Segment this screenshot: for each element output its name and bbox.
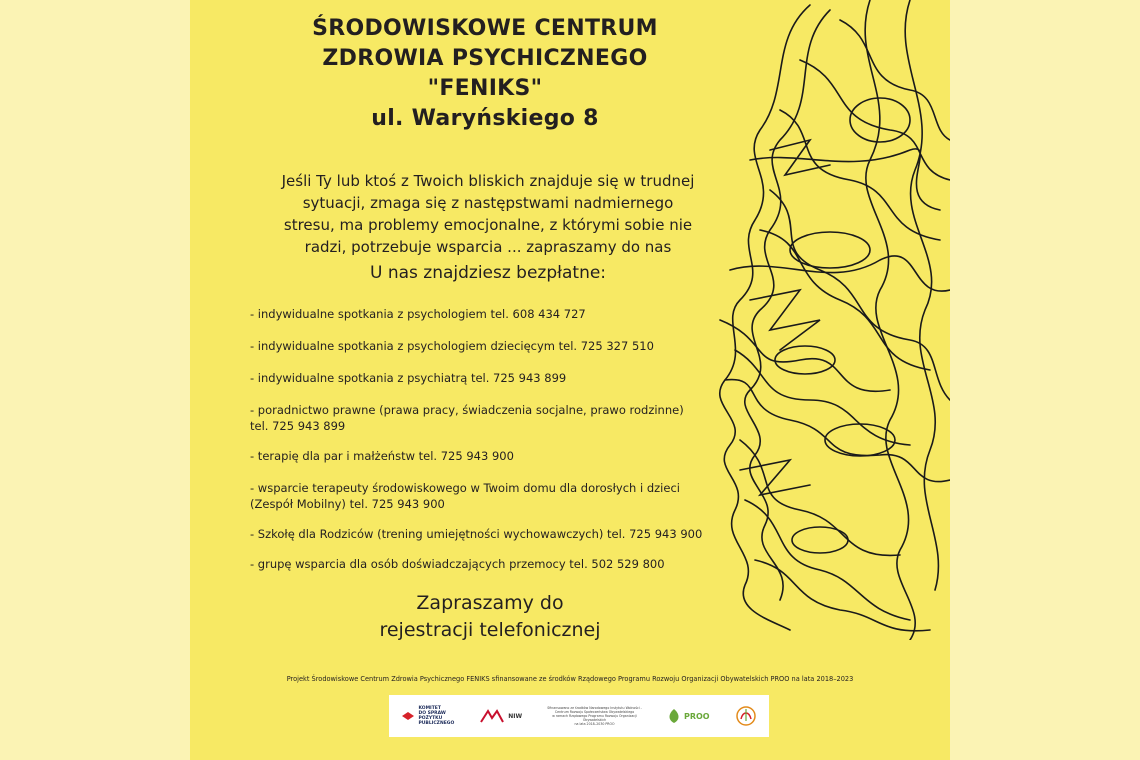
feniks-emblem-icon [735, 705, 757, 727]
logo4-text: PROO [683, 711, 710, 721]
logo-komitet [401, 706, 454, 726]
service-line-2: (Zespół Mobilny) tel. 725 943 900 [250, 497, 445, 511]
logo1-line: POŻYTKU [418, 716, 443, 721]
intro-line-4: radzi, potrzebuje wsparcia ... zapraszamy do nas [304, 238, 672, 256]
title-line-3: "FENIKS" [427, 76, 543, 101]
logo2-text: NIW [508, 712, 523, 720]
service-line: - indywidualne spotkania z psychologiem dziecięcym tel. 725 327 510 [250, 339, 654, 353]
closing-line-1: Zapraszamy do [416, 592, 564, 614]
logo1-line: KOMITET [418, 706, 441, 711]
service-line-2: tel. 725 943 899 [250, 419, 346, 433]
service-line: - grupę wsparcia dla osób doświadczających przemocy tel. 502 529 800 [250, 557, 665, 571]
service-item [250, 526, 730, 542]
services-heading: U nas znajdziesz bezpłatne: [369, 263, 607, 283]
service-line: - indywidualne spotkania z psychologiem tel. 608 434 727 [250, 307, 586, 321]
service-line: - wsparcie terapeuty środowiskowego w Twoim domu dla dorosłych i dzieci [250, 481, 680, 495]
service-item [250, 448, 730, 464]
intro-paragraph [238, 170, 738, 258]
leaf-icon [667, 708, 681, 724]
title-line-2: ZDROWIA PSYCHICZNEGO [322, 46, 648, 71]
service-line: - Szkołę dla Rodziców (trening umiejętności wychowawczych) tel. 725 943 900 [250, 527, 703, 541]
logo-proo [667, 708, 710, 724]
service-line: - poradnictwo prawne (prawa pracy, świadczenia socjalne, prawo rodzinne) [250, 403, 684, 417]
closing-line-2: rejestracji telefonicznej [379, 619, 601, 641]
service-item [250, 306, 730, 322]
intro-line-1: Jeśli Ty lub ktoś z Twoich bliskich znajduje się w trudnej [281, 172, 695, 190]
service-item [250, 370, 730, 386]
service-line: - terapię dla par i małżeństw tel. 725 943 900 [250, 449, 514, 463]
eagle-icon [401, 710, 415, 722]
closing-message [290, 590, 690, 644]
face-sketch-illustration [710, 0, 950, 640]
logo3-line: Centrum Rozwoju Społeczeństwa Obywatelskiego [554, 710, 635, 714]
address: ul. Waryńskiego 8 [371, 106, 599, 131]
service-item [250, 338, 730, 354]
logo3-line: w ramach Rządowego Programu Rozwoju Organizacji Obywatelskich [552, 714, 637, 722]
intro-line-2: sytuacji, zmaga się z następstwami nadmiernego [302, 194, 674, 212]
logo3-line: na lata 2018–2030 PROO [574, 722, 615, 726]
logo1-line: DO SPRAW [418, 711, 446, 716]
poster [190, 0, 950, 760]
intro-line-3: stresu, ma problemy emocjonalne, z którymi sobie nie [283, 216, 693, 234]
logo1-line: PUBLICZNEGO [418, 721, 455, 726]
niw-mark-icon [479, 708, 505, 724]
logo-niw [479, 708, 522, 724]
service-item [250, 402, 730, 434]
service-item [250, 556, 730, 572]
sponsor-logos [389, 695, 769, 737]
logo3-line: Sfinansowano ze środków Narodowego Instytutu Wolności - [547, 706, 642, 710]
service-line: - indywidualne spotkania z psychiatrą tel. 725 943 899 [250, 371, 567, 385]
service-item [250, 480, 730, 512]
logo-feniks [735, 705, 757, 727]
title-line-1: ŚRODOWISKOWE CENTRUM [312, 16, 658, 41]
logo-funding-text [547, 706, 642, 726]
funding-note: Projekt Środowiskowe Centrum Zdrowia Psychicznego FENIKS sfinansowane ze środków Rządowego Programu Rozwoju Organizacji Obywatelskich PROO na lata 2018–2023 [286, 675, 854, 683]
center-title [250, 14, 720, 134]
